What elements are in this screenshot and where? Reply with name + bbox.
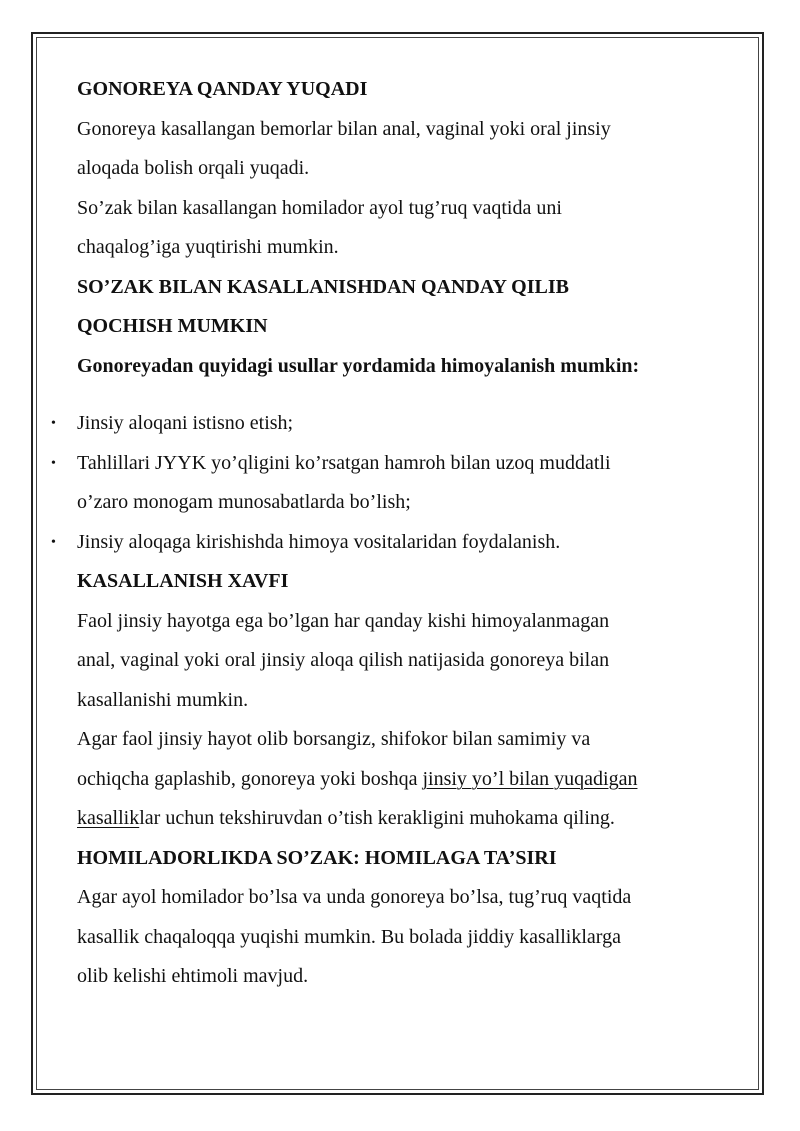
document-body: [51, 70, 737, 997]
list-item: [51, 404, 737, 444]
spacer: [77, 386, 737, 404]
paragraph-line: kasallik chaqaloqqa yuqishi mumkin. Bu bolada jiddiy kasalliklarga: [77, 925, 621, 948]
paragraph-line: [77, 760, 737, 800]
paragraph-line: kasallanishi mumkin.: [77, 688, 249, 711]
bullet-icon: •: [51, 534, 56, 550]
paragraph-line: Faol jinsiy hayotga ega bo’lgan har qanday kishi himoyalanmagan: [77, 609, 610, 632]
list-item: [51, 444, 737, 484]
paragraph-text: lar uchun tekshiruvdan o’tish kerakligini muhokama qiling.: [139, 807, 615, 829]
list-item: [51, 523, 737, 563]
paragraph-text: ochiqcha gaplashib, gonoreya yoki boshqa: [77, 767, 423, 790]
bullet-icon: •: [51, 416, 56, 431]
section-heading-pregnancy: HOMILADORLIKDA SO’ZAK: HOMILAGA TA’SIRI: [77, 846, 557, 869]
paragraph-line: Gonoreya kasallangan bemorlar bilan anal, vaginal yoki oral jinsiy: [77, 117, 611, 140]
paragraph-line: Agar faol jinsiy hayot olib borsangiz, shifokor bilan samimiy va: [77, 728, 591, 750]
list-item-text: Jinsiy aloqani istisno etish;: [77, 412, 294, 434]
std-link[interactable]: jinsiy yo’l bilan yuqadigan: [422, 767, 638, 790]
std-link-continuation[interactable]: kasallik: [77, 807, 140, 829]
section-heading-prevention: SO’ZAK BILAN KASALLANISHDAN QANDAY QILIB: [77, 275, 569, 298]
paragraph-line: Agar ayol homilador bo’lsa va unda gonoreya bo’lsa, tug’ruq vaqtida: [77, 886, 632, 908]
section-heading-transmission: GONOREYA QANDAY YUQADI: [77, 78, 368, 100]
paragraph-line: anal, vaginal yoki oral jinsiy aloqa qilish natijasida gonoreya bilan: [77, 649, 610, 671]
list-item-text: Jinsiy aloqaga kirishishda himoya vositalaridan foydalanish.: [77, 530, 561, 553]
paragraph-line: olib kelishi ehtimoli mavjud.: [77, 965, 309, 987]
paragraph-line: So’zak bilan kasallangan homilador ayol tug’ruq vaqtida uni: [77, 196, 562, 219]
paragraph-line: [77, 799, 737, 839]
section-heading-prevention-cont: QOCHISH MUMKIN: [77, 315, 268, 337]
section-heading-risk: KASALLANISH XAVFI: [77, 570, 289, 592]
list-item-continuation: o’zaro monogam munosabatlarda bo’lish;: [77, 491, 411, 513]
paragraph-line: aloqada bolish orqali yuqadi.: [77, 157, 310, 179]
paragraph-line: chaqalog’iga yuqtirishi mumkin.: [77, 236, 339, 258]
bullet-icon: •: [51, 455, 56, 471]
prevention-subheading: Gonoreyadan quyidagi usullar yordamida himoyalanish mumkin:: [77, 354, 640, 377]
list-item-text: Tahlillari JYYK yo’qligini ko’rsatgan hamroh bilan uzoq muddatli: [77, 451, 611, 474]
